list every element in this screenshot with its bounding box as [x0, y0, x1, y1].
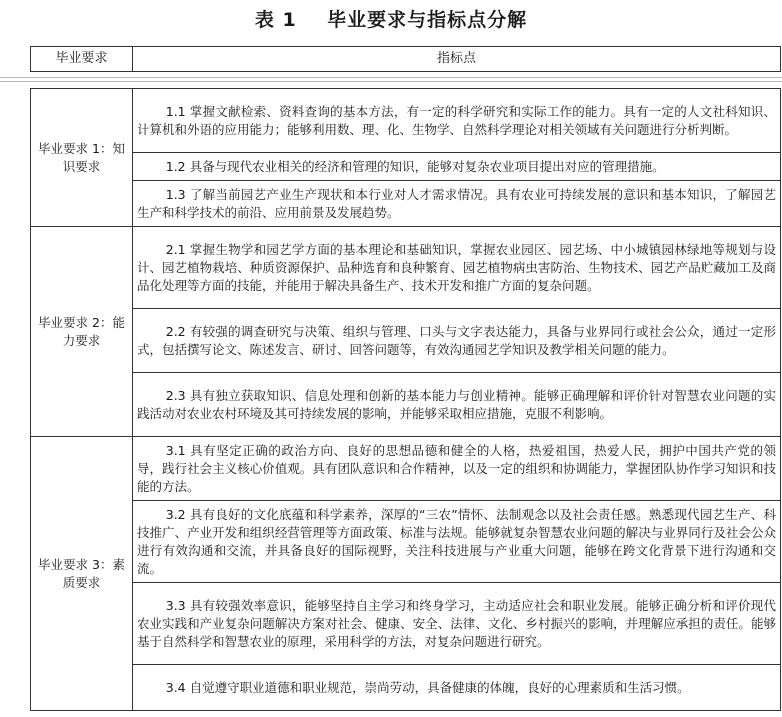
column-header-requirement: 毕业要求	[31, 47, 133, 72]
indicator-cell: 1.1 掌握文献检索、资料查询的基本方法，有一定的科学研究和实际工作的能力。具有一定的人文社科知识、计算机和外语的应用能力；能够利用数、理、化、生物学、自然科学理论对相关领域有关问题进行分析判断。	[133, 89, 781, 153]
table-row	[31, 309, 781, 373]
table-row	[31, 665, 781, 711]
divider	[0, 77, 782, 78]
indicator-cell: 3.1 具有坚定正确的政治方向、良好的思想品德和健全的人格，热爱祖国，热爱人民，拥护中国共产党的领导，践行社会主义核心价值观。具有团队意识和合作精神，以及一定的组织和协调能力，掌握团队协作学习知识和技能的方法。	[133, 437, 781, 501]
table-title: 表 1 毕业要求与指标点分解	[254, 9, 528, 31]
indicator-cell: 2.1 掌握生物学和园艺学方面的基本理论和基础知识，掌握农业园区、园艺场、中小城镇园林绿地等规划与设计、园艺植物栽培、种质资源保护、品种选育和良种繁育、园艺植物病虫害防治、生物技术、园艺产品贮藏加工及商品化处理等方面的技能，并能用于解决具备生产、技术开发和推广方面的复杂问题。	[133, 227, 781, 309]
table-row	[31, 227, 781, 309]
column-header-indicator: 指标点	[133, 47, 781, 72]
indicator-cell: 3.2 具有良好的文化底蕴和科学素养，深厚的“三农”情怀、法制观念以及社会责任感。熟悉现代园艺生产、科技推广、产业开发和组织经营管理等方面政策、标准与法规。能够就复杂智慧农业问题的解决与业界同行及社会公众进行有效沟通和交流，并具备良好的国际视野，关注科技进展与产业重大问题，能够在跨文化背景下进行沟通和交流。	[133, 501, 781, 583]
requirement-cell: 毕业要求 1：知识要求	[31, 89, 133, 227]
table-row	[31, 89, 781, 153]
table-row	[31, 583, 781, 665]
divider	[0, 81, 782, 82]
requirement-cell: 毕业要求 3：素质要求	[31, 437, 133, 711]
indicator-cell: 2.2 有较强的调查研究与决策、组织与管理、口头与文字表达能力，具备与业界同行或社会公众，通过一定形式，包括撰写论文、陈述发言、研讨、回答问题等，有效沟通园艺学知识及教学相关问题的能力。	[133, 309, 781, 373]
indicator-cell: 1.2 具备与现代农业相关的经济和管理的知识，能够对复杂农业项目提出对应的管理措施。	[133, 153, 781, 181]
table-row	[31, 501, 781, 583]
table-row	[31, 181, 781, 227]
indicator-cell: 2.3 具有独立获取知识、信息处理和创新的基本能力与创业精神。能够正确理解和评价针对智慧农业问题的实践活动对农业农村环境及其可持续发展的影响，并能够采取相应措施，克服不利影响。	[133, 373, 781, 437]
indicator-cell: 3.3 具有较强效率意识，能够坚持自主学习和终身学习，主动适应社会和职业发展。能够正确分析和评价现代农业实践和产业复杂问题解决方案对社会、健康、安全、法律、文化、乡村振兴的影响，并理解应承担的责任。能够基于自然科学和智慧农业的原理，采用科学的方法，对复杂问题进行研究。	[133, 583, 781, 665]
indicator-cell: 3.4 自觉遵守职业道德和职业规范，崇尚劳动，具备健康的体魄，良好的心理素质和生活习惯。	[133, 665, 781, 711]
table-row	[31, 153, 781, 181]
table-row	[31, 437, 781, 501]
indicator-cell: 1.3 了解当前园艺产业生产现状和本行业对人才需求情况。具有农业可持续发展的意识和基本知识，了解园艺生产和科学技术的前沿、应用前景及发展趋势。	[133, 181, 781, 227]
requirements-table	[30, 88, 781, 711]
table-row	[31, 373, 781, 437]
requirement-cell: 毕业要求 2：能力要求	[31, 227, 133, 437]
table-header	[30, 46, 781, 72]
